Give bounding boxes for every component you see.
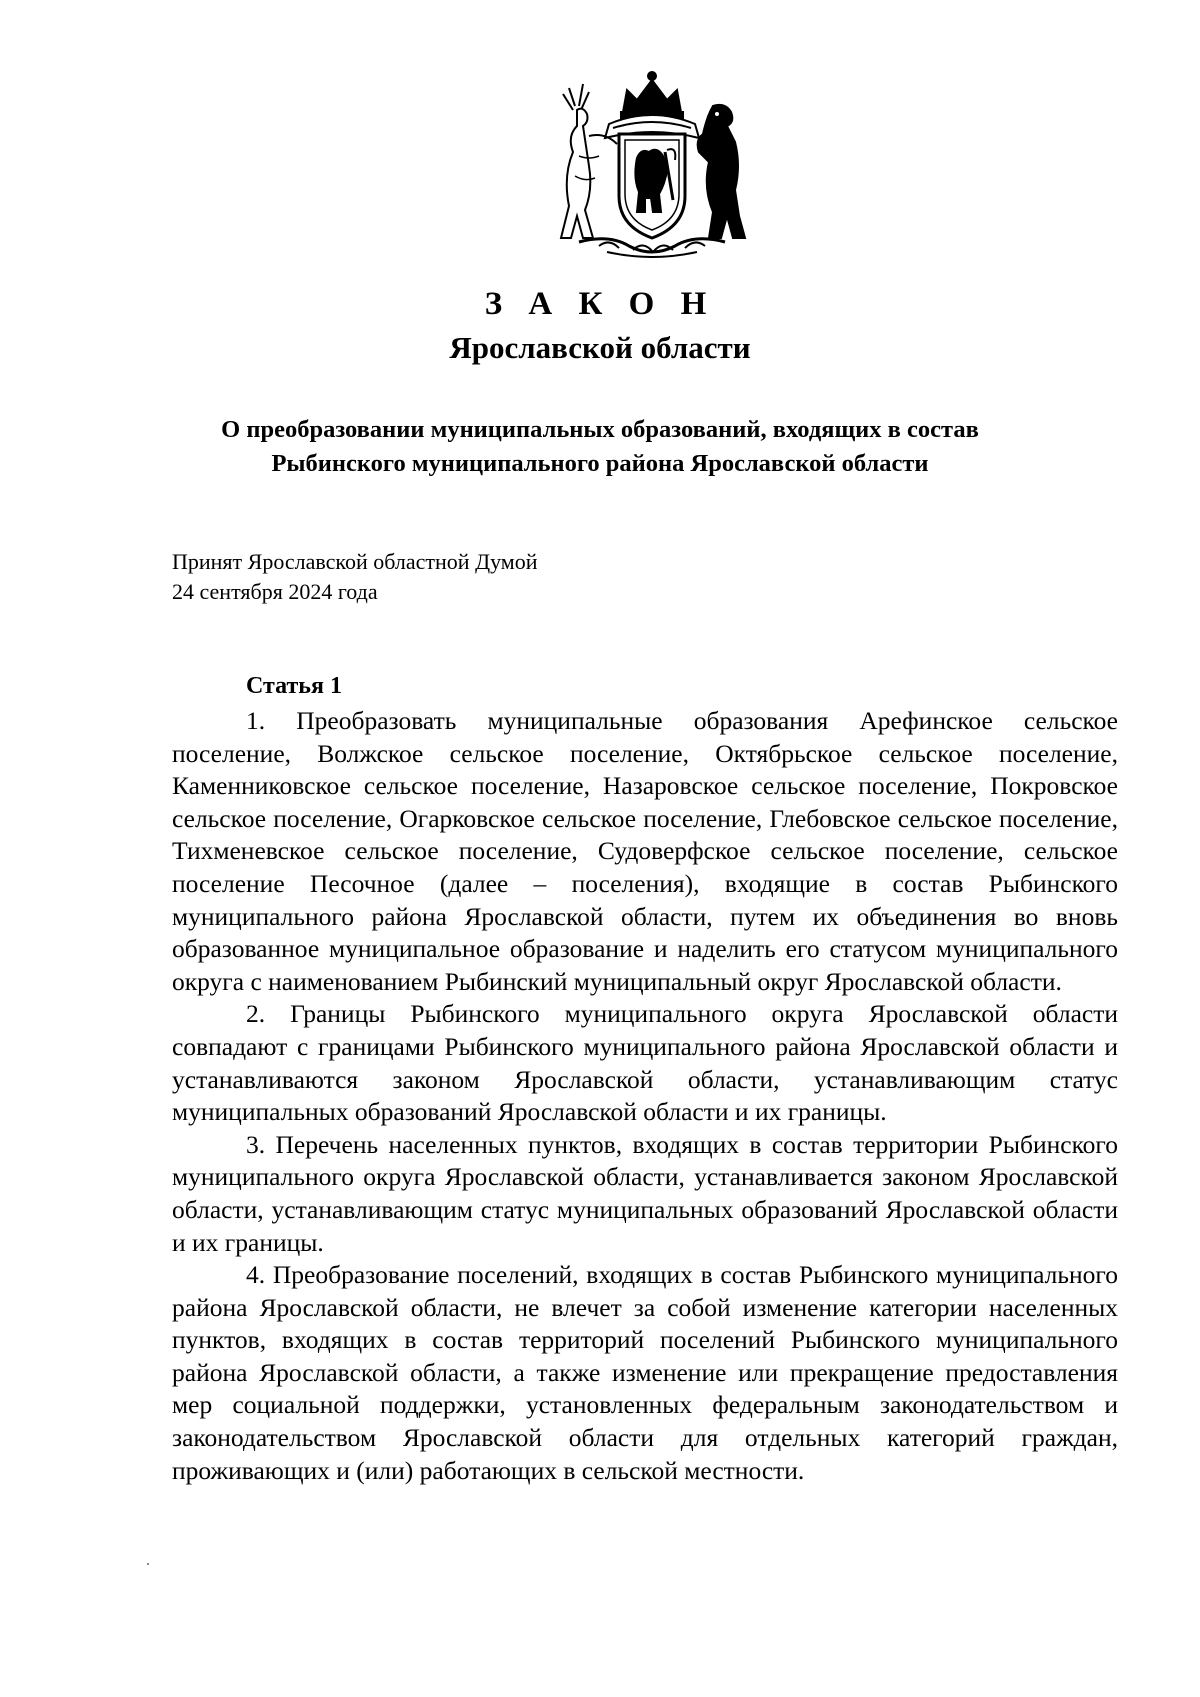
article-paragraph: 4. Преобразование поселений, входящих в состав Рыбинского муниципального района Ярославской области, не влечет за собой изменение категории населенных пунктов, входящих в состав территорий поселений Рыбинского муниципального района Ярославской области, а также изменение или прекращение предоставления мер социальной поддержки, установленных федеральным законодательством и законодательством Ярославской области для отдельных категорий граждан, проживающих и (или) работающих в сельской местности. bbox=[172, 1260, 1118, 1485]
article-paragraph: 1. Преобразовать муниципальные образования Арефинское сельское поселение, Волжское сельское поселение, Октябрьское сельское поселение, Каменниковское сельское поселение, Назаровское сельское поселение, Покровское сельское поселение, Огарковское сельское поселение, Глебовское сельское поселение, Тихменевское сельское поселение, Судоверфское сельское поселение, сельское поселение Песочное (далее – поселения), входящие в состав Рыбинского муниципального района Ярославской области, путем их объединения во вновь образованное муниципальное образование и наделить его статусом муниципального округа с наименованием Рыбинский муниципальный округ Ярославской области. bbox=[172, 706, 1118, 996]
law-name bbox=[150, 413, 1050, 481]
scan-mark bbox=[147, 1563, 149, 1565]
article-body bbox=[172, 705, 1118, 1487]
coat-of-arms-emblem bbox=[549, 66, 755, 258]
document-subtitle: Ярославской области bbox=[449, 330, 751, 365]
adoption-info bbox=[172, 547, 538, 607]
adoption-body: Принят Ярославской областной Думой bbox=[172, 549, 538, 574]
law-name-line: О преобразовании муниципальных образований, входящих в состав bbox=[221, 416, 979, 443]
article-paragraph: 2. Границы Рыбинского муниципального округа Ярославской области совпадают с границами Рыбинского муниципального района Ярославской области и устанавливаются законом Ярославской области, устанавливающим статус муниципальных образований Ярославской области и их границы. bbox=[172, 999, 1118, 1127]
law-name-line: Рыбинского муниципального района Ярославской области bbox=[271, 450, 929, 477]
article-paragraph: 3. Перечень населенных пунктов, входящих в состав территории Рыбинского муниципального округа Ярославской области, устанавливается законом Ярославской области, устанавливающим статус муниципальных образований Ярославской области и их границы. bbox=[172, 1129, 1118, 1257]
document-title: З А К О Н bbox=[484, 286, 716, 322]
article-title: Статья 1 bbox=[246, 673, 342, 699]
adoption-date: 24 сентября 2024 года bbox=[172, 579, 378, 604]
